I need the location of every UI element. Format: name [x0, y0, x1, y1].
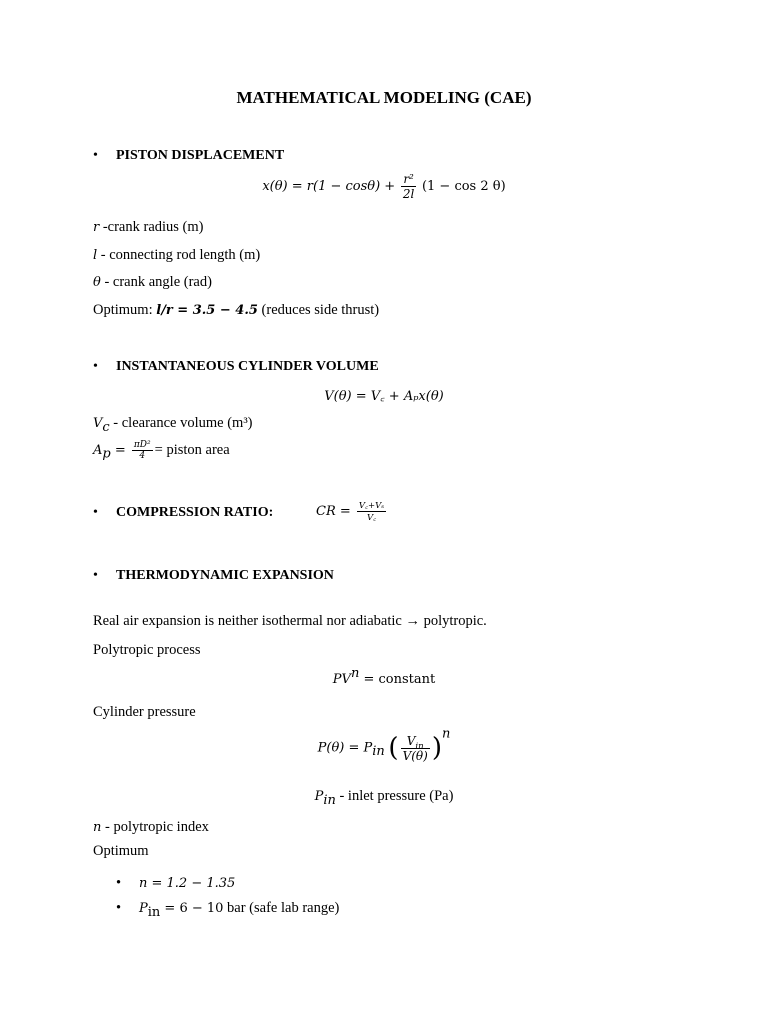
clearance-volume-definition: $V_c$ - clearance volume (m³) — [93, 415, 253, 435]
bullet-icon: • — [93, 359, 98, 374]
section-heading: INSTANTANEOUS CYLINDER VOLUME — [116, 359, 379, 374]
bullet-icon: • — [116, 900, 122, 916]
rod-length-definition: l - connecting rod length (m) — [93, 247, 261, 263]
section-heading: COMPRESSION RATIO: — [116, 505, 274, 520]
polytropic-index-definition: n - polytropic index — [93, 819, 209, 835]
compression-ratio-equation: CR = $\frac{\text{V꜀+Vₛ}}{V꜀}$ — [316, 501, 385, 523]
section-heading: THERMODYNAMIC EXPANSION — [116, 568, 334, 583]
inlet-pressure-definition: $P_{in}$ - inlet pressure (Pa) — [314, 788, 454, 808]
list-item: • $P_{in} = 6 - 10$ bar (safe lab range) — [116, 900, 340, 920]
section-thermodynamic-expansion — [93, 568, 334, 584]
bullet-icon: • — [116, 875, 122, 891]
section-cylinder-volume — [93, 359, 379, 375]
section-heading: PISTON DISPLACEMENT — [116, 148, 285, 163]
optimum-label: Optimum — [93, 843, 149, 859]
polytropic-label: Polytropic process — [93, 642, 201, 658]
crank-radius-definition: r -crank radius (m) — [93, 219, 204, 235]
optimum-ratio: Optimum: l/r = 3.5 − 4.5 (reduces side thrust) — [93, 302, 380, 318]
polytropic-equation: $PV^n$ = constant — [332, 666, 436, 687]
crank-angle-definition: θ - crank angle (rad) — [93, 274, 212, 290]
section-compression-ratio — [93, 505, 273, 521]
cylinder-pressure-label: Cylinder pressure — [93, 704, 196, 720]
displacement-equation: x(θ) = r(1 − cosθ) + $\frac{\text{r²}}{2l}$ (1 − cos 2 θ) — [262, 172, 506, 201]
expansion-paragraph: Real air expansion is neither isothermal nor adiabatic → polytropic. — [93, 613, 487, 629]
pressure-equation: $P(\theta) = P_{in}$ ( $\frac{V_{in}}{V(\theta)}$ )$^n$ — [317, 726, 451, 763]
bullet-icon: • — [93, 568, 98, 583]
list-item: • n = 1.2 − 1.35 — [116, 875, 236, 891]
piston-area-definition: $A_p$ = $\frac{\text{πD²}}{4}$ = piston area — [93, 440, 230, 462]
section-piston-displacement — [93, 148, 284, 164]
bullet-icon: • — [93, 148, 98, 163]
bullet-icon: • — [93, 505, 98, 520]
page-title: MATHEMATICAL MODELING (CAE) — [236, 88, 532, 107]
volume-equation: V(θ) = V꜀ + Aₚx(θ) — [324, 389, 444, 404]
